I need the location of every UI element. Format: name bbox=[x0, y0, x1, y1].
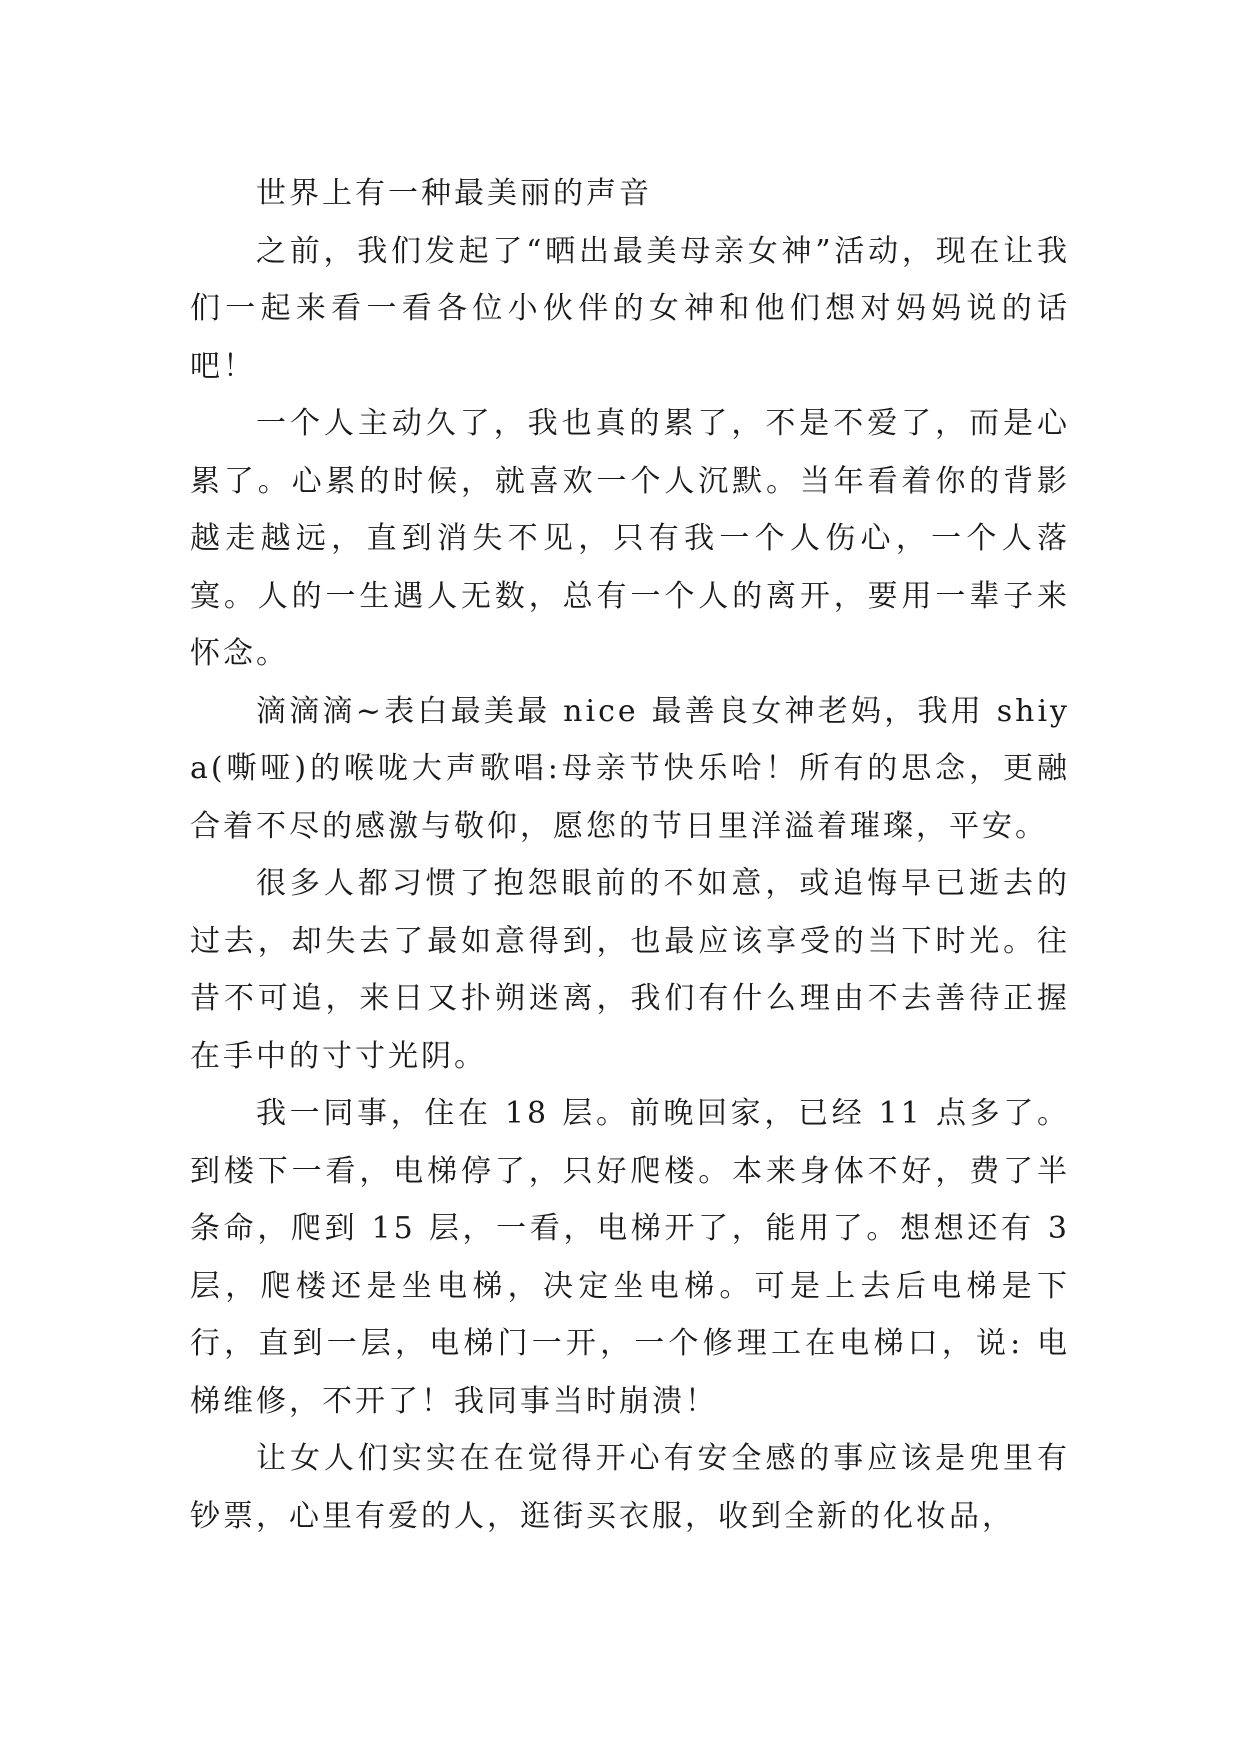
paragraph-2: 一个人主动久了，我也真的累了，不是不爱了，而是心累了。心累的时候，就喜欢一个人沉默。当年看着你的背影越走越远，直到消失不见，只有我一个人伤心，一个人落寞。人的一生遇人无数，总有一个人的离开，要用一辈子来怀念。 bbox=[190, 406, 1070, 671]
paragraph-5: 我一同事，住在 18 层。前晚回家，已经 11 点多了。到楼下一看，电梯停了，只好爬楼。本来身体不好，费了半条命，爬到 15 层，一看，电梯开了，能用了。想想还有 3 层，爬楼还是坐电梯，决定坐电梯。可是上去后电梯是下行，直到一层，电梯门一开，一个修理工在电梯口，说: 电梯维修，不开了！我同事当时崩溃！ bbox=[190, 1096, 1070, 1419]
paragraph-4: 很多人都习惯了抱怨眼前的不如意，或追悔早已逝去的过去，却失去了最如意得到，也最应该享受的当下时光。往昔不可追，来日又扑朔迷离，我们有什么理由不去善待正握在手中的寸寸光阴。 bbox=[190, 866, 1070, 1074]
paragraph-6: 让女人们实实在在觉得开心有安全感的事应该是兜里有钞票，心里有爱的人，逛街买衣服，收到全新的化妆品， bbox=[190, 1441, 1070, 1534]
paragraph-1: 之前，我们发起了“晒出最美母亲女神”活动，现在让我们一起来看一看各位小伙伴的女神和他们想对妈妈说的话吧！ bbox=[190, 233, 1070, 384]
document-body bbox=[190, 165, 1070, 1545]
document-title: 世界上有一种最美丽的声音 bbox=[256, 176, 652, 211]
paragraph-3: 滴滴滴~表白最美最 nice 最善良女神老妈，我用 shiya(嘶哑)的喉咙大声歌唱:母亲节快乐哈！所有的思念，更融合着不尽的感激与敬仰，愿您的节日里洋溢着璀璨，平安。 bbox=[190, 693, 1070, 844]
